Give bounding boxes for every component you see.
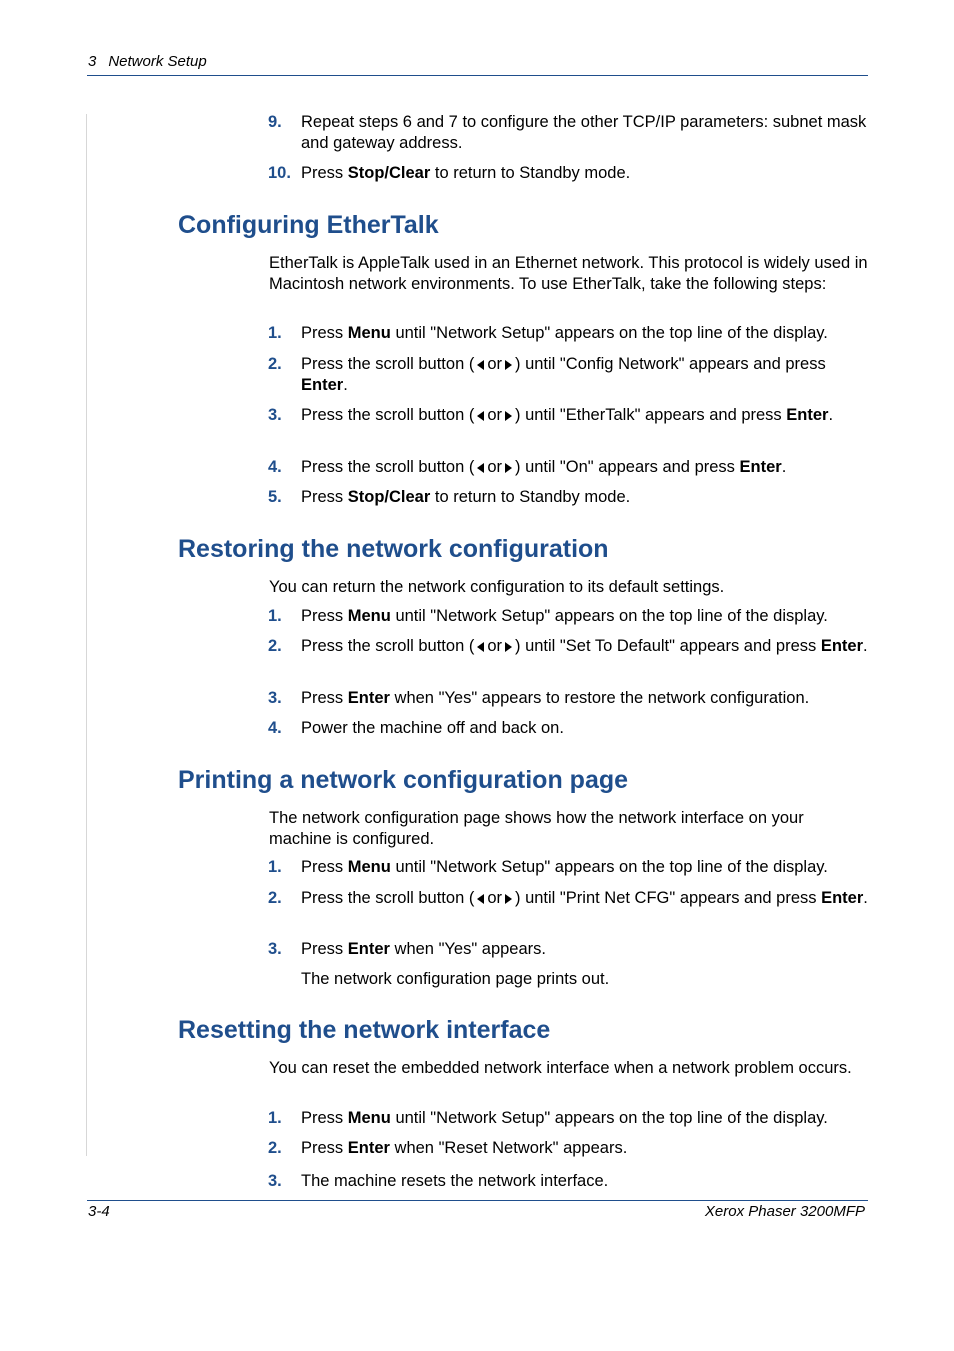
step-keyword: Menu <box>347 607 391 625</box>
step-text-start: Press <box>301 164 348 182</box>
step-keyword: Menu <box>347 1109 391 1127</box>
scroll-right-icon <box>505 463 512 473</box>
step-text <box>301 888 868 909</box>
step-item <box>268 323 868 344</box>
step-number: 9. <box>268 113 282 131</box>
step-number: 2. <box>268 355 282 373</box>
section-intro: You can reset the embedded network interface when a network problem occurs. <box>269 1059 852 1077</box>
step-text-or: or <box>487 355 502 373</box>
step-keyword: Enter <box>786 406 829 424</box>
section-title: Printing a network configuration page <box>178 766 629 794</box>
step-item <box>268 112 868 154</box>
step-text-start: Press the scroll button ( <box>301 889 475 907</box>
step-text-middle: ) until "Print Net CFG" appears and press <box>515 889 822 907</box>
step-item <box>268 636 868 657</box>
step-text-or: or <box>487 637 502 655</box>
step-text-start: Press <box>301 1139 348 1157</box>
step-text-or: or <box>487 458 502 476</box>
scroll-left-icon <box>477 360 484 370</box>
margin-rule <box>86 114 87 1156</box>
step-text-start: Press <box>301 940 348 958</box>
step-text <box>301 354 868 396</box>
step-item <box>268 718 868 739</box>
step-text-end: until "Network Setup" appears on the top line of the display. <box>390 858 828 876</box>
footer-rule <box>87 1200 868 1201</box>
step-text-start: Press <box>301 858 348 876</box>
step-text-end: when "Yes" appears. <box>389 940 546 958</box>
section-title: Resetting the network interface <box>178 1016 551 1044</box>
section-intro: You can return the network configuration to its default settings. <box>269 578 725 596</box>
step-item <box>268 606 868 627</box>
section-intro: EtherTalk is AppleTalk used in an Ethernet network. This protocol is widely used in Macintosh network environments. To use EtherTalk, take the following steps: <box>269 254 868 293</box>
step-number: 10. <box>268 164 291 182</box>
step-number: 2. <box>268 889 282 907</box>
step-item <box>268 1108 868 1129</box>
step-text-start: Press the scroll button ( <box>301 406 475 424</box>
step-text <box>301 405 868 426</box>
step-number: 5. <box>268 488 282 506</box>
scroll-right-icon <box>505 411 512 421</box>
step-text-or: or <box>487 889 502 907</box>
step-text-start: Press <box>301 689 348 707</box>
step-number: 3. <box>268 689 282 707</box>
step-keyword: Enter <box>347 1139 390 1157</box>
step-note: The network configuration page prints out. <box>301 970 610 988</box>
step-text-start: Repeat steps 6 and 7 to configure the other TCP/IP parameters: subnet mask and gateway address. <box>301 113 867 152</box>
section-intro: The network configuration page shows how the network interface on your machine is configured. <box>269 809 804 848</box>
step-text-end: . <box>863 889 868 907</box>
step-keyword: Enter <box>739 458 782 476</box>
footer-page-number: 3-4 <box>88 1203 110 1220</box>
step-text-middle: ) until "Config Network" appears and press <box>515 355 826 373</box>
scroll-right-icon <box>505 894 512 904</box>
step-text-end: . <box>863 637 868 655</box>
step-keyword: Enter <box>347 689 390 707</box>
step-text <box>301 163 868 184</box>
step-text-end: when "Reset Network" appears. <box>389 1139 628 1157</box>
step-text-start: Press <box>301 324 348 342</box>
step-text-end: . <box>828 406 834 424</box>
scroll-right-icon <box>505 642 512 652</box>
step-item <box>268 888 868 909</box>
step-text-start: The machine resets the network interface. <box>301 1172 609 1190</box>
step-keyword: Enter <box>347 940 390 958</box>
step-keyword: Enter <box>820 637 864 655</box>
step-keyword: Enter <box>301 376 344 394</box>
step-text-start: Press <box>301 1109 348 1127</box>
step-keyword: Enter <box>821 889 864 907</box>
step-item <box>268 939 868 960</box>
step-text <box>301 1138 868 1159</box>
step-number: 4. <box>268 458 282 476</box>
step-keyword: Menu <box>347 324 391 342</box>
step-text-start: Press <box>301 488 348 506</box>
step-text <box>301 718 868 739</box>
step-item <box>268 487 868 508</box>
step-item <box>268 163 868 184</box>
step-number: 2. <box>268 637 282 655</box>
chapter-title: Network Setup <box>108 53 207 70</box>
step-text <box>301 1108 868 1129</box>
step-text <box>301 939 868 960</box>
step-item <box>268 405 868 426</box>
step-number: 1. <box>268 858 282 876</box>
step-text-middle: ) until "On" appears and press <box>515 458 740 476</box>
step-item <box>268 1171 868 1192</box>
step-text-end: until "Network Setup" appears on the top line of the display. <box>390 607 828 625</box>
step-text <box>301 636 868 657</box>
scroll-right-icon <box>505 360 512 370</box>
chapter-number: 3 <box>88 53 97 70</box>
step-text <box>301 323 868 344</box>
step-text-end: . <box>781 458 787 476</box>
step-text-start: Power the machine off and back on. <box>301 719 564 737</box>
step-item <box>268 354 868 396</box>
step-text-end: . <box>343 376 348 394</box>
step-keyword: Stop/Clear <box>347 164 431 182</box>
scroll-left-icon <box>477 894 484 904</box>
step-text-end: when "Yes" appears to restore the network configuration. <box>389 689 810 707</box>
step-item <box>268 688 868 709</box>
step-number: 3. <box>268 406 282 424</box>
step-text <box>301 606 868 627</box>
step-number: 1. <box>268 324 282 342</box>
scroll-left-icon <box>477 463 484 473</box>
scroll-left-icon <box>477 642 484 652</box>
scroll-left-icon <box>477 411 484 421</box>
footer-product-name: Xerox Phaser 3200MFP <box>704 1203 865 1220</box>
step-text <box>301 112 868 154</box>
header-rule <box>87 75 868 76</box>
step-item <box>268 457 868 478</box>
step-number: 2. <box>268 1139 282 1157</box>
step-item <box>268 1138 868 1159</box>
step-text-end: until "Network Setup" appears on the top line of the display. <box>390 1109 828 1127</box>
step-text-start: Press the scroll button ( <box>301 637 475 655</box>
step-text-end: until "Network Setup" appears on the top line of the display. <box>390 324 828 342</box>
step-text <box>301 1171 868 1192</box>
step-text <box>301 487 868 508</box>
step-number: 3. <box>268 1172 282 1190</box>
step-number: 3. <box>268 940 282 958</box>
step-number: 1. <box>268 607 282 625</box>
step-text-or: or <box>487 406 502 424</box>
step-text-end: to return to Standby mode. <box>430 164 631 182</box>
step-text-start: Press the scroll button ( <box>301 355 475 373</box>
step-text-start: Press the scroll button ( <box>301 458 475 476</box>
step-text-middle: ) until "EtherTalk" appears and press <box>515 406 787 424</box>
step-text-middle: ) until "Set To Default" appears and press <box>515 637 821 655</box>
page-header <box>88 53 207 70</box>
step-item <box>268 857 868 878</box>
step-keyword: Menu <box>347 858 391 876</box>
step-number: 4. <box>268 719 282 737</box>
section-title: Configuring EtherTalk <box>178 211 439 239</box>
step-text-end: to return to Standby mode. <box>430 488 631 506</box>
section-title: Restoring the network configuration <box>178 535 609 563</box>
step-number: 1. <box>268 1109 282 1127</box>
step-text <box>301 457 868 478</box>
step-text <box>301 688 868 709</box>
step-text <box>301 857 868 878</box>
step-text-start: Press <box>301 607 348 625</box>
step-keyword: Stop/Clear <box>347 488 431 506</box>
